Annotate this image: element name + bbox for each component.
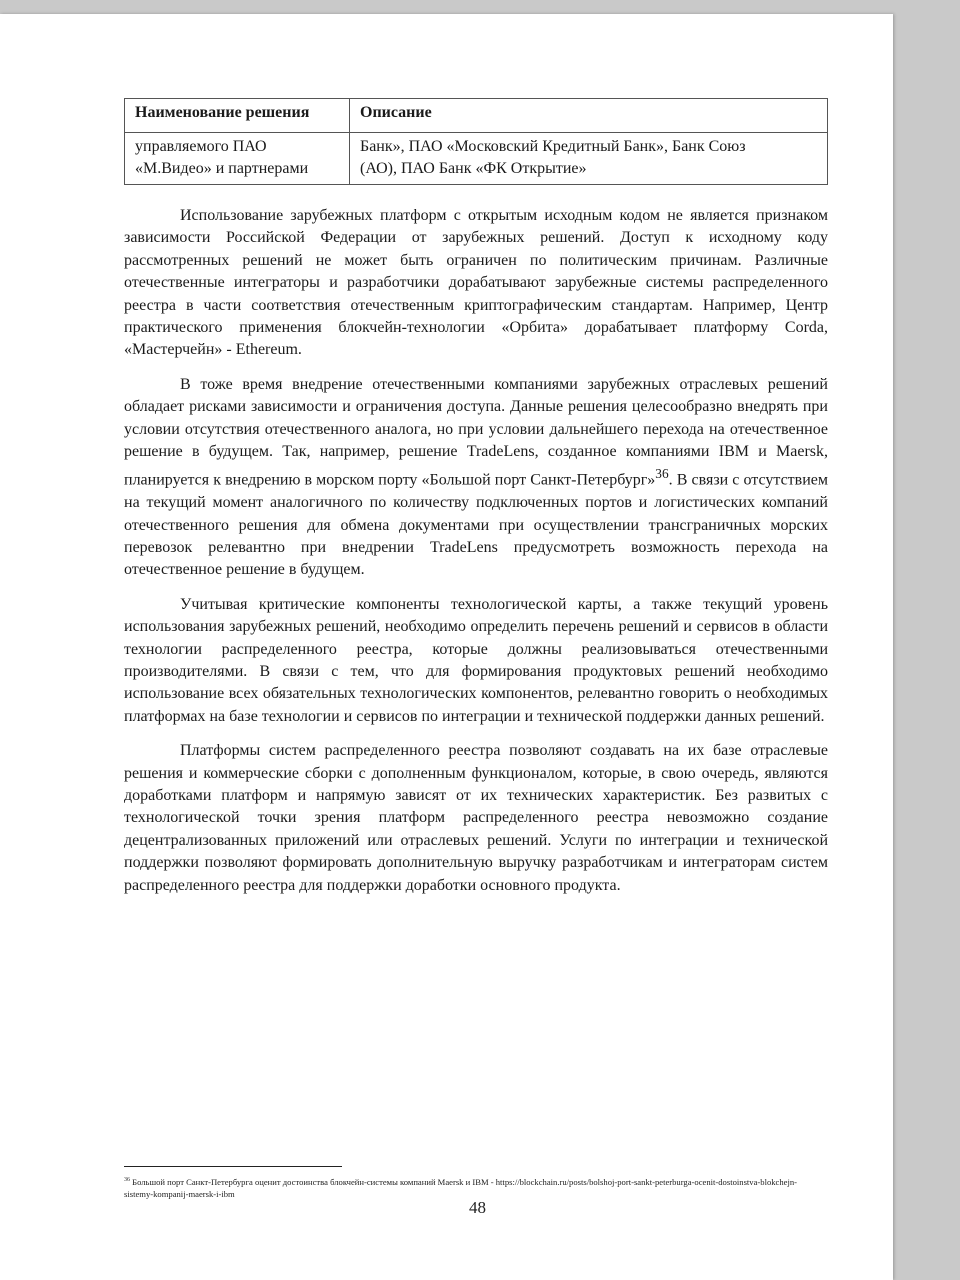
- paragraph-open-source: Использование зарубежных платформ с открытым исходным кодом не является признаком зависимости Российской Федерации от зарубежных решений. Доступ к исходному коду рассмотренных решений не может быть ограничен по политическим причинам. Различные отечественные интеграторы и разработчики дорабатывают зарубежные системы распределенного реестра в части соответствия отечественным криптографическим стандартам. Например, Центр практического применения блокчейн-технологии «Орбита» дорабатывает платформу Corda, «Мастерчейн» - Ethereum.: [124, 207, 828, 359]
- paragraph-text: В тоже время внедрение отечественными компаниями зарубежных отраслевых решений обладает рисками зависимости и ограничения доступа. Данные решения целесообразно внедрять при условии отсутствия отечественного аналога, но при условии дальнейшего перехода на отечественное решение в будущем. Так, например, решение TradeLens, созданное компаниями IBM и Maersk, планируется к внедрению в морском порту «Большой порт Санкт-Петербург»: [124, 375, 828, 489]
- footnote-reference[interactable]: 36: [655, 466, 669, 482]
- cell-text: управляемого ПАО: [135, 138, 267, 155]
- paragraph-platforms: Платформы систем распределенного реестра позволяют создавать на их базе отраслевые решения и коммерческие сборки с дополненным функционалом, которые, в свою очередь, являются доработками платформ и напрямую зависят от их технических характеристик. Без развитых с технологической точки зрения платформ распределенного реестра невозможно создание децентрализованных приложений или отраслевых решений. Услуги по интеграции и технической поддержки позволяют формировать дополнительную выручку разработчикам и интеграторам систем распределенного реестра для поддержки доработки основного продукта.: [124, 742, 828, 894]
- cell-text: Банк», ПАО «Московский Кредитный Банк», Банк Союз: [360, 138, 746, 155]
- paragraph-text: . В связи с отсутствием на текущий момент аналогичного по количеству подключенных портов и логистических компаний отечественного решения для обмена документами при осуществлении трансграничных морских перевозок релевантно при внедрении TradeLens предусмотреть возможность перехода на отечественное решение в будущем.: [124, 471, 828, 579]
- cell-description: [350, 133, 828, 185]
- paragraph-critical-components: Учитывая критические компоненты технологической карты, а также текущий уровень использования зарубежных решений, необходимо определить перечень решений и сервисов в области технологии распределенного реестра, которые должны реализовываться отечественными производителями. В связи с тем, что для формирования продуктовых решений необходимо использование всех обязательных технологических компонентов, релевантно говорить о необходимых платформах на базе технологии и сервисов по интеграции и технической поддержки данных решений.: [124, 595, 828, 725]
- solutions-table: [124, 98, 828, 185]
- table-header-row: [125, 99, 828, 133]
- cell-solution-name: [125, 133, 350, 185]
- footnote-divider: [124, 1166, 342, 1167]
- page-content: [124, 98, 828, 897]
- footnote: [124, 1174, 824, 1200]
- cell-text: (АО), ПАО Банк «ФК Открытие»: [360, 160, 587, 177]
- paragraph-foreign-solutions: [124, 374, 828, 582]
- table-row: [125, 133, 828, 185]
- document-page: [0, 14, 893, 1280]
- cell-text: «М.Видео» и партнерами: [135, 160, 309, 177]
- page-number: 48: [469, 1198, 486, 1217]
- footnote-number: 36: [124, 1177, 130, 1183]
- header-description: Описание: [350, 99, 828, 133]
- footnote-text[interactable]: Большой порт Санкт-Петербурга оценит достоинства блокчейн-системы компаний Maersk и IBM - https://blockchain.ru/posts/bolshoj-port-sankt-peterburga-ocenit-dostoinstva-blokchejn-sistemy-kompanij-maersk-i-ibm: [124, 1176, 798, 1199]
- header-solution-name: Наименование решения: [125, 99, 350, 133]
